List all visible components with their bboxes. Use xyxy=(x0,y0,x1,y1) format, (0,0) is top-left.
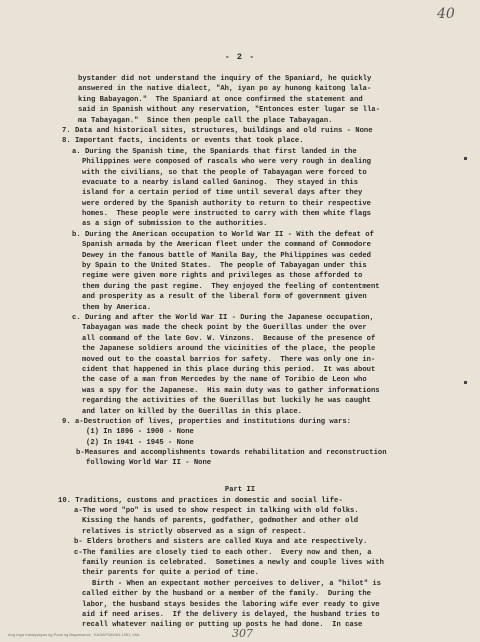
text-line: island for a certain period of time until several days after they xyxy=(82,189,363,198)
text-line: evacuate to a nearby island called Ganinog. They stayed in this xyxy=(82,178,359,187)
text-line: cident that happened in this place during this period. It was about xyxy=(82,365,376,374)
text-line: c-The families are closely tied to each other. Every now and then, a xyxy=(74,548,372,557)
text-line: them during the past regime. They enjoyed the feeling of contentment xyxy=(82,282,380,291)
text-line: with the civilians, so that the people of Tabayagan were forced to xyxy=(82,168,367,177)
margin-mark xyxy=(464,381,467,384)
document-body xyxy=(0,74,480,631)
text-line: Birth - When an expectant mother perceives to deliver, a "hilot" is xyxy=(92,579,381,588)
text-line: as a sign of submission to the authorities. xyxy=(82,220,268,229)
text-line: b-Measures and accomplishments towards rehabilitation and reconstruction xyxy=(76,449,387,458)
text-line: were ordered by the Spanish authority to return to their respective xyxy=(82,199,371,208)
text-line: by Spain to the United States. The people of Tabayagan under this xyxy=(82,262,367,271)
text-line: (1) In 1896 - 1900 - None xyxy=(86,428,194,437)
text-line: a-The word "po" is used to show respect in talking with old folks. xyxy=(74,507,359,516)
text-line: bystander did not understand the inquiry of the Spaniard, he quickly xyxy=(78,75,372,83)
text-line: homes. These people were instructed to carry with them white flags xyxy=(82,210,371,219)
text-line: king Babayagon." The Spaniard at once confirmed the statement and xyxy=(78,95,363,104)
text-line: labor, the husband stays besides the laboring wife ever ready to give xyxy=(82,600,380,609)
text-line: regarding the activities of the Guerillas but luckily he was caught xyxy=(82,397,371,406)
text-line: the case of a man from Mercedes by the name of Toribio de Leon who xyxy=(82,376,367,385)
text-line: Kissing the hands of parents, godfather, godmother and other old xyxy=(82,517,359,526)
page-number: - 2 - xyxy=(224,52,256,62)
text-line: answered in the native dialect, "Ah, iyan po ay hunong kaitong lala- xyxy=(78,85,372,94)
text-line: 10. Traditions, customs and practices in domestic and social life- xyxy=(58,496,343,505)
text-line: called either by the husband or a member of the family. During the xyxy=(82,590,371,599)
text-line: relatives is strictly observed as a sign of respect. xyxy=(82,527,307,536)
text-line: recall whatever nailing or putting up posts he had done. In case xyxy=(82,621,363,630)
text-line: 8. Important facts, incidents or events that took place. xyxy=(62,137,304,146)
text-line: and later on killed by the Guerillas in this place. xyxy=(82,407,302,416)
text-line: and prosperity as a result of the liberal form of government given xyxy=(82,293,367,302)
text-line: 7. Data and historical sites, structures, buildings and old ruins - None xyxy=(62,126,373,135)
text-line: Spanish armada by the American fleet under the command of Commodore xyxy=(82,241,371,250)
section-heading: Part II xyxy=(224,486,256,495)
text-line: Philippines were composed of rascals who were very rough in dealing xyxy=(82,158,371,167)
text-line: Tabayagan was made the check point by the Guerillas under the over xyxy=(82,324,367,333)
text-line: was a spy for the Japanese. His main duty was to gather informations xyxy=(82,386,380,395)
handwritten-page-number: 40 xyxy=(437,6,455,22)
text-line: 9. a-Destruction of lives, properties and institutions during wars: xyxy=(62,417,351,426)
text-line: aid if need arises. If the delivery is delayed, the husband tries to xyxy=(82,610,380,619)
text-line xyxy=(0,469,480,479)
text-line: said in Spanish without any reservation, "Entonces ester lugar se lla- xyxy=(78,106,380,115)
text-line: their parents for quite a period of time. xyxy=(82,569,259,578)
text-line: b- Elders brothers and sisters are called Kuya and ate respectively. xyxy=(74,538,368,547)
text-line: following World War II - None xyxy=(86,459,212,468)
text-line: family reunion is celebrated. Sometimes a newly and couple lives with xyxy=(82,558,384,567)
archive-footer: Ang mga Kasaysayan ng Pook ng Bagamanoc KASAYSAYAN-1951, bhb. xyxy=(8,632,141,637)
text-line: b. During the American occupation to World War II - With the defeat of xyxy=(72,230,374,239)
margin-mark xyxy=(464,157,467,160)
text-line: all command of the late Gov. W. Vinzons. Because of the presence of xyxy=(82,334,376,343)
handwritten-folio-number: 307 xyxy=(232,627,253,640)
text-line: ma Tabayagan." Since then people call the place Tabayagan. xyxy=(78,116,333,125)
text-line: moved out to the coastal barrios for safety. There was only one in- xyxy=(82,355,376,364)
text-line: the Japanese soldiers around the vicinities of the place, the people xyxy=(82,345,376,354)
text-line: (2) In 1941 - 1945 - None xyxy=(86,438,194,447)
text-line: a. During the Spanish time, the Spaniards that first landed in the xyxy=(72,147,357,156)
text-line: regime were given more rights and privileges as those afforded to xyxy=(82,272,363,281)
text-line: them by America. xyxy=(82,303,152,312)
text-line: c. During and after the World War II - During the Japanese occupation, xyxy=(72,313,374,322)
text-line: Dewey in the famous battle of Manila Bay, the Philippines was ceded xyxy=(82,251,371,260)
